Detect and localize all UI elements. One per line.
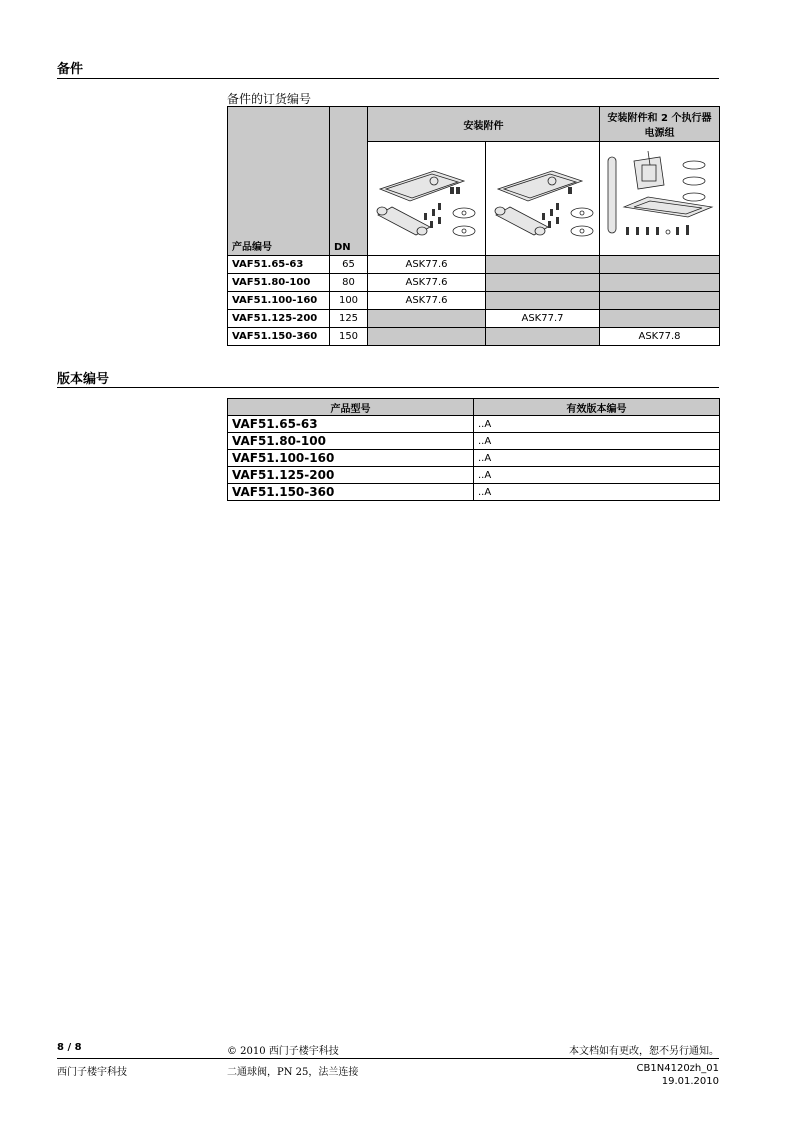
mounting-kit-image-cell-2: [486, 142, 600, 256]
header-product-model: 产品型号: [228, 399, 474, 416]
version-row-value: ..A: [474, 450, 720, 467]
table-row: [228, 256, 720, 274]
row-part-power: [600, 292, 720, 310]
spare-parts-table: [227, 106, 720, 346]
row-product: VAF51.100-160: [228, 292, 330, 310]
section-title-spare-parts: 备件: [57, 62, 84, 77]
row-part-kit: ASK77.6: [368, 292, 486, 310]
version-row-value: ..A: [474, 467, 720, 484]
row-part-kit-2: [486, 292, 600, 310]
footer-divider: [57, 1058, 719, 1059]
table-row: [228, 467, 720, 484]
header-dn-label: DN: [334, 242, 351, 253]
version-row-model: VAF51.125-200: [228, 467, 474, 484]
row-part-power: ASK77.8: [600, 328, 720, 346]
table-row: [228, 274, 720, 292]
version-row-value: ..A: [474, 484, 720, 501]
row-part-kit-2: [486, 274, 600, 292]
table-row: [228, 484, 720, 501]
footer-doc-id: CB1N4120zh_01: [636, 1063, 719, 1074]
footer-copyright: © 2010 西门子楼宇科技: [227, 1046, 339, 1057]
mounting-power-kit-image-cell: [600, 142, 720, 256]
row-dn: 80: [330, 274, 368, 292]
table-row: [228, 310, 720, 328]
header-dn: [330, 107, 368, 256]
version-table: [227, 398, 720, 501]
mounting-kit-illustration: [372, 147, 482, 247]
row-product: VAF51.125-200: [228, 310, 330, 328]
row-part-kit-2: [486, 256, 600, 274]
row-product: VAF51.150-360: [228, 328, 330, 346]
version-row-model: VAF51.100-160: [228, 450, 474, 467]
spare-parts-caption: 备件的订货编号: [227, 92, 312, 106]
row-dn: 125: [330, 310, 368, 328]
table-row: [228, 292, 720, 310]
table-row: [228, 328, 720, 346]
mounting-kit-illustration-2: [490, 147, 600, 247]
table-row: [228, 416, 720, 433]
footer-date: 19.01.2010: [661, 1076, 719, 1087]
version-row-model: VAF51.80-100: [228, 433, 474, 450]
row-part-kit: ASK77.6: [368, 274, 486, 292]
footer-company: 西门子楼宇科技: [57, 1067, 127, 1078]
table-row: [228, 433, 720, 450]
row-dn: 100: [330, 292, 368, 310]
row-part-kit-2: [486, 328, 600, 346]
row-part-power: [600, 274, 720, 292]
version-row-model: VAF51.150-360: [228, 484, 474, 501]
row-part-kit: [368, 310, 486, 328]
version-row-model: VAF51.65-63: [228, 416, 474, 433]
row-part-kit: [368, 328, 486, 346]
row-product: VAF51.65-63: [228, 256, 330, 274]
header-product-label: 产品编号: [232, 242, 272, 253]
version-row-value: ..A: [474, 416, 720, 433]
page-number: 8 / 8: [57, 1042, 82, 1053]
footer-notice: 本文档如有更改，恕不另行通知。: [569, 1046, 719, 1057]
table-row: [228, 450, 720, 467]
header-product-number: [228, 107, 330, 256]
row-part-power: [600, 310, 720, 328]
mounting-power-kit-illustration: [604, 147, 716, 247]
row-dn: 65: [330, 256, 368, 274]
section-title-version: 版本编号: [57, 372, 110, 387]
row-dn: 150: [330, 328, 368, 346]
row-part-power: [600, 256, 720, 274]
header-valid-version: 有效版本编号: [474, 399, 720, 416]
footer-doc-title: 二通球阀，PN 25，法兰连接: [227, 1067, 359, 1078]
section-divider: [57, 78, 719, 79]
header-mounting-kit-power: 安装附件和 2 个执行器电源组: [600, 107, 720, 142]
row-part-kit: ASK77.6: [368, 256, 486, 274]
row-product: VAF51.80-100: [228, 274, 330, 292]
mounting-kit-image-cell: [368, 142, 486, 256]
header-mounting-kit: 安装附件: [368, 107, 600, 142]
row-part-kit-2: ASK77.7: [486, 310, 600, 328]
version-row-value: ..A: [474, 433, 720, 450]
section-divider: [57, 387, 719, 388]
